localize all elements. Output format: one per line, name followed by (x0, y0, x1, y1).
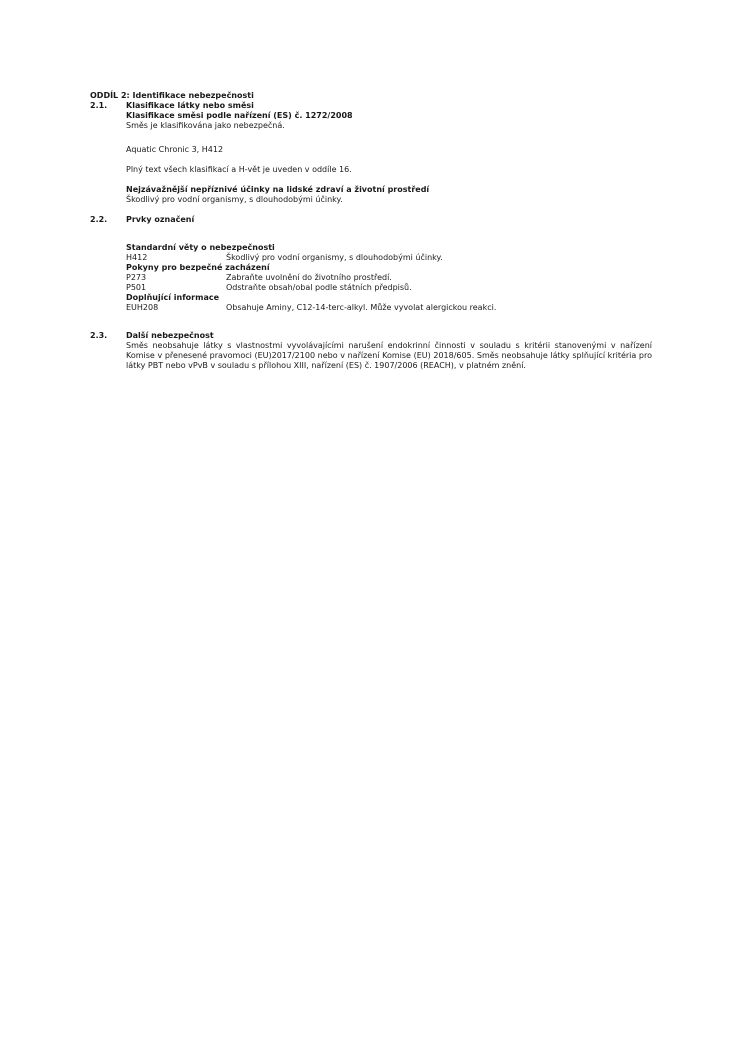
statement-code: H412 (126, 253, 148, 262)
subsection-number: 2.2. (90, 215, 108, 224)
statement-row (126, 303, 652, 313)
classification-heading: Klasifikace směsi podle nařízení (ES) č. 1272/2008 (126, 111, 353, 120)
subsection-heading: Prvky označení (126, 215, 195, 224)
subsection-number: 2.3. (90, 331, 108, 340)
hazard-statements-heading: Standardní věty o nebezpečnosti (126, 243, 275, 252)
statement-code: EUH208 (126, 303, 159, 312)
effects-heading: Nejzávažnější nepříznivé účinky na lidské zdraví a životní prostředí (126, 185, 430, 194)
subsection-2-3 (90, 331, 652, 371)
classification-value: Aquatic Chronic 3, H412 (126, 145, 224, 154)
statement-code: P273 (126, 273, 147, 282)
fulltext-note: Plný text všech klasifikací a H-vět je uveden v oddíle 16. (126, 165, 352, 174)
supplemental-info-heading: Doplňující informace (126, 293, 220, 302)
statement-code: P501 (126, 283, 147, 292)
subsection-body (126, 101, 652, 205)
sds-section-2 (90, 91, 652, 371)
subsection-body (126, 215, 652, 313)
section-title: ODDÍL 2: Identifikace nebezpečnosti (90, 91, 254, 100)
subsection-2-1 (90, 101, 652, 205)
statement-text: Zabraňte uvolnění do životního prostředí. (226, 273, 392, 282)
subsection-body (126, 331, 652, 371)
subsection-heading: Klasifikace látky nebo směsi (126, 101, 254, 110)
subsection-heading: Další nebezpečnost (126, 331, 214, 340)
statement-text: Škodlivý pro vodní organismy, s dlouhodobými účinky. (226, 253, 443, 262)
classified-statement: Směs je klasifikována jako nebezpečná. (126, 121, 285, 130)
subsection-number: 2.1. (90, 101, 108, 110)
subsection-2-2 (90, 215, 652, 313)
statement-row (126, 273, 652, 283)
statement-text: Odstraňte obsah/obal podle státních předpisů. (226, 283, 412, 292)
effects-text: Škodlivý pro vodní organismy, s dlouhodobými účinky. (126, 195, 343, 204)
statement-row (126, 253, 652, 263)
other-hazards-text: Směs neobsahuje látky s vlastnostmi vyvolávajícími narušení endokrinní činnosti v souladu s kritérii stanovenými v nařízení Komise v přenesené pravomoci (EU)2017/2100 nebo v nařízení Komise (EU) 2018/605. Směs neobsahuje látky splňující kritéria pro látky PBT nebo vPvB v souladu s přílohou XIII, nařízení (ES) č. 1907/2006 (REACH), v platném znění. (126, 341, 652, 370)
statement-row (126, 283, 652, 293)
precautionary-statements-heading: Pokyny pro bezpečné zacházení (126, 263, 270, 272)
statement-text: Obsahuje Aminy, C12-14-terc-alkyl. Může vyvolat alergickou reakci. (226, 303, 497, 312)
